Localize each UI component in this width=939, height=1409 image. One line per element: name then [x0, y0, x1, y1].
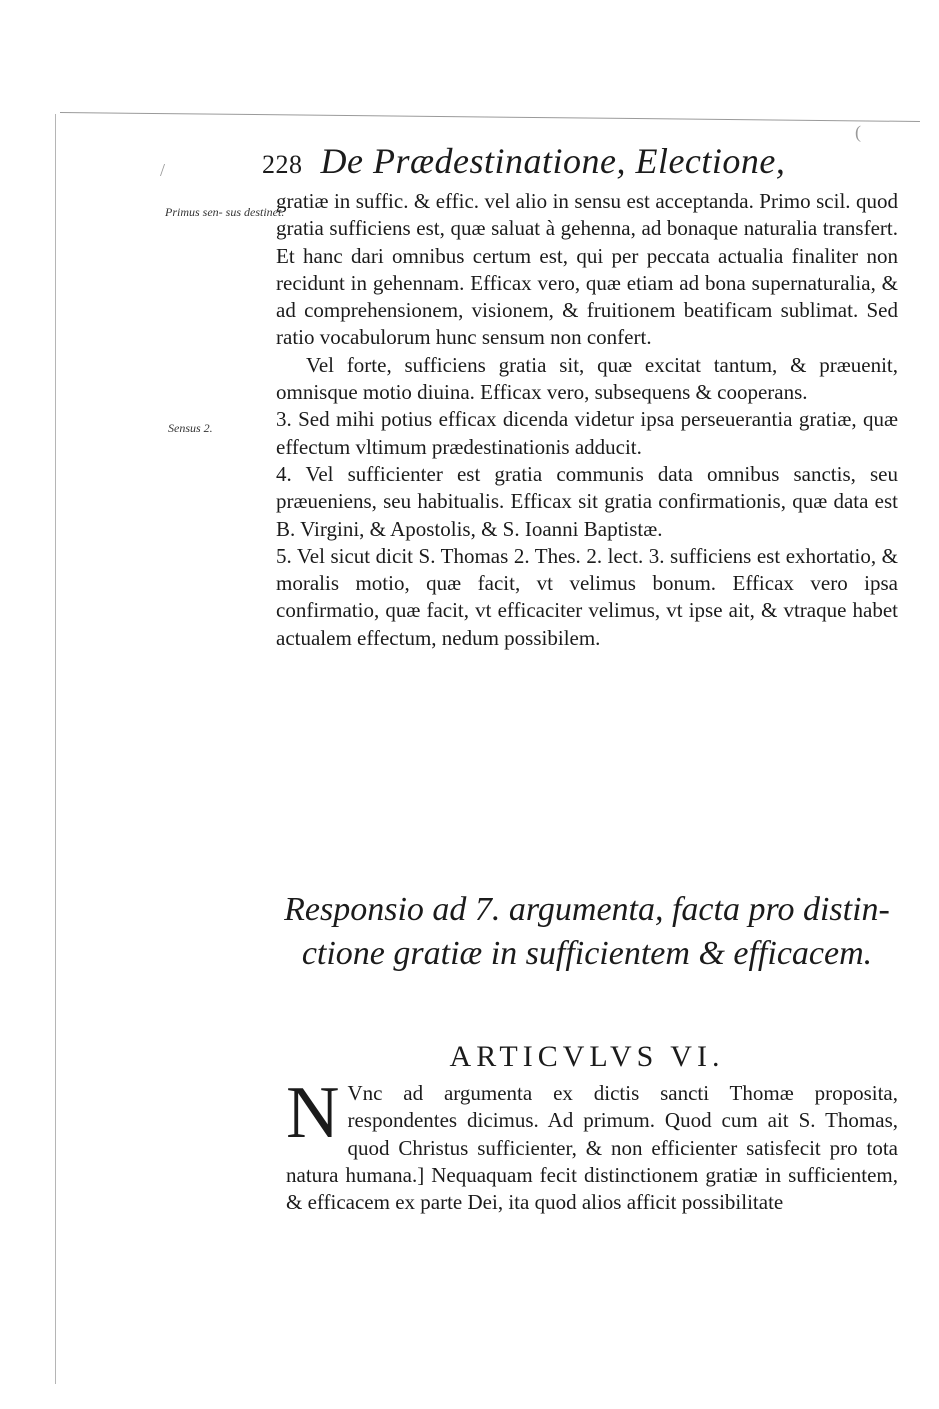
article-body: [286, 1072, 898, 1216]
marginal-note: Primus sen- sus destinet.: [165, 205, 285, 219]
drop-cap: N: [286, 1072, 340, 1154]
page-border-left: [55, 114, 56, 1384]
running-title: De Prædestinatione, Electione,: [320, 141, 786, 181]
scan-artifact: (: [855, 122, 861, 142]
scan-artifact: /: [160, 160, 166, 180]
paragraph: Vel forte, sufficiens gratia sit, quæ excitat tantum, & præuenit, omnisque motio diuina. Efficax vero, subsequens & cooperans.: [276, 352, 898, 405]
body-text: [276, 188, 898, 652]
section-heading: Responsio ad 7. argumenta, facta pro distinctione gratiæ in sufficientem & efficacem.: [284, 891, 890, 972]
paragraph: 4. Vel sufficienter est gratia communis data omnibus sanctis, seu præueniens, seu habitualis. Efficax sit gratia confirmationis, quæ data est B. Virgini, & Apostolis, & S. Ioanni Baptistæ.: [276, 461, 898, 541]
paragraph: gratiæ in suffic. & effic. vel alio in sensu est acceptanda. Primo scil. quod gratia sufficiens est, quæ saluat à gehenna, ad bonaque naturalia transfert. Et hanc dari omnibus certum est, qui per peccata actualia finaliter non recidunt in gehennam. Efficax vero, quæ etiam ad bona supernaturalia, & ad comprehensionem, visionem, & fruitionem beatificam sublimat. Sed ratio vocabulorum hunc sensum non confert.: [276, 189, 898, 350]
paragraph: 3. Sed mihi potius efficax dicenda videtur ipsa perseuerantia gratiæ, quæ effectum vltimum prædestinationis adducit.: [276, 407, 898, 459]
article-text: Vnc ad argumenta ex dictis sancti Thomæ proposita, respondentes dicimus. Ad primum. Quod cum ait S. Thomas, quod Christus sufficienter, & non efficienter satisfecit pro tota natura humana.] Nequaquam fecit distinctionem gratiæ in sufficientem, & efficacem ex parte Dei, ita quod alios afficit possibilitate: [286, 1081, 898, 1215]
page-border-top: [60, 112, 920, 122]
running-head: [262, 140, 862, 182]
article-title: ARTICVLVS VI.: [449, 1040, 725, 1073]
page-number: 228: [262, 150, 303, 179]
marginal-note: Sensus 2.: [168, 421, 213, 435]
paragraph: 5. Vel sicut dicit S. Thomas 2. Thes. 2. lect. 3. sufficiens est exhortatio, & moralis motio, quæ facit, vt velimus bonum. Efficax vero ipsa confirmatio, quæ facit, vt efficaciter velimus, vt ipse ait, & vtraque habet actualem effectum, nedum possibilem.: [276, 543, 898, 650]
